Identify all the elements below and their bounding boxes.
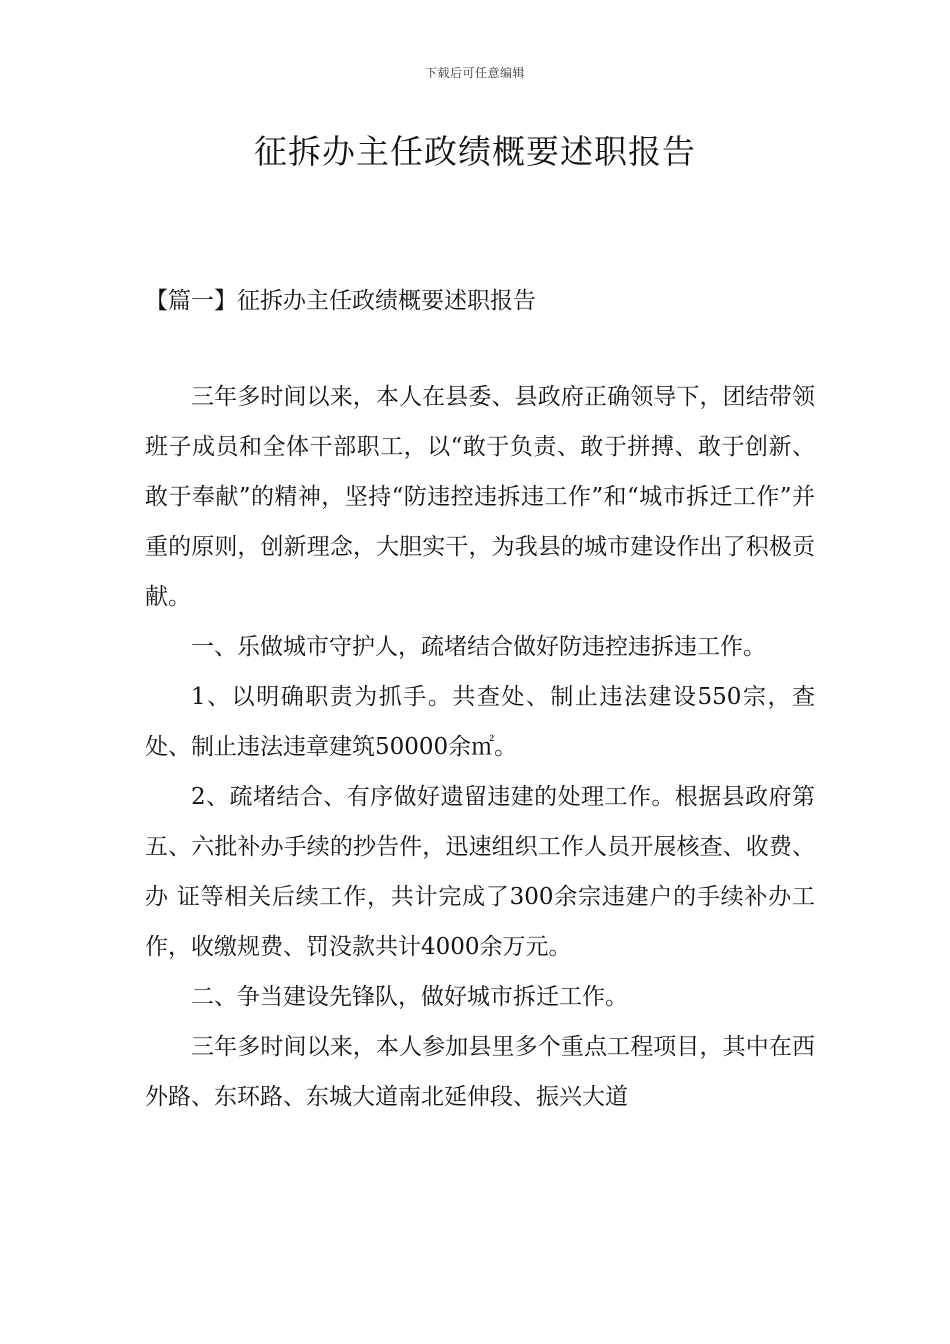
paragraph: 三年多时间以来，本人在县委、县政府正确领导下，团结带领班子成员和全体干部职工，以“敢于负责、敢于拼搏、敢于创新、敢于奉献”的精神，坚持“防违控违拆违工作”和“城市拆迁工作”并重的原则，创新理念，大胆实干，为我县的城市建设作出了积极贡献。 (145, 384, 815, 610)
document-title: 征拆办主任政绩概要述职报告 (254, 132, 696, 171)
paragraph: 三年多时间以来，本人参加县里多个重点工程项目，其中在西外路、东环路、东城大道南北延伸段、振兴大道 (145, 1034, 815, 1110)
body-text (145, 372, 815, 1122)
header-note: 下载后可任意编辑 (424, 66, 525, 80)
paragraph: 1、以明确职责为抓手。共查处、制止违法建设550宗，查处、制止违法违章建筑50000余㎡。 (145, 684, 815, 760)
paragraph: 一、乐做城市守护人，疏堵结合做好防违控违拆违工作。 (191, 634, 766, 660)
paragraph: 2、疏堵结合、有序做好遗留违建的处理工作。根据县政府第五、六批补办手续的抄告件，迅速组织工作人员开展核查、收费、办 证等相关后续工作，共计完成了300余宗违建户的手续补办工作，收缴规费、罚没款共计4000余万元。 (145, 784, 815, 960)
paragraph: 二、争当建设先锋队，做好城市拆迁工作。 (191, 984, 628, 1010)
section-title: 【篇一】征拆办主任政绩概要述职报告 (145, 288, 536, 314)
